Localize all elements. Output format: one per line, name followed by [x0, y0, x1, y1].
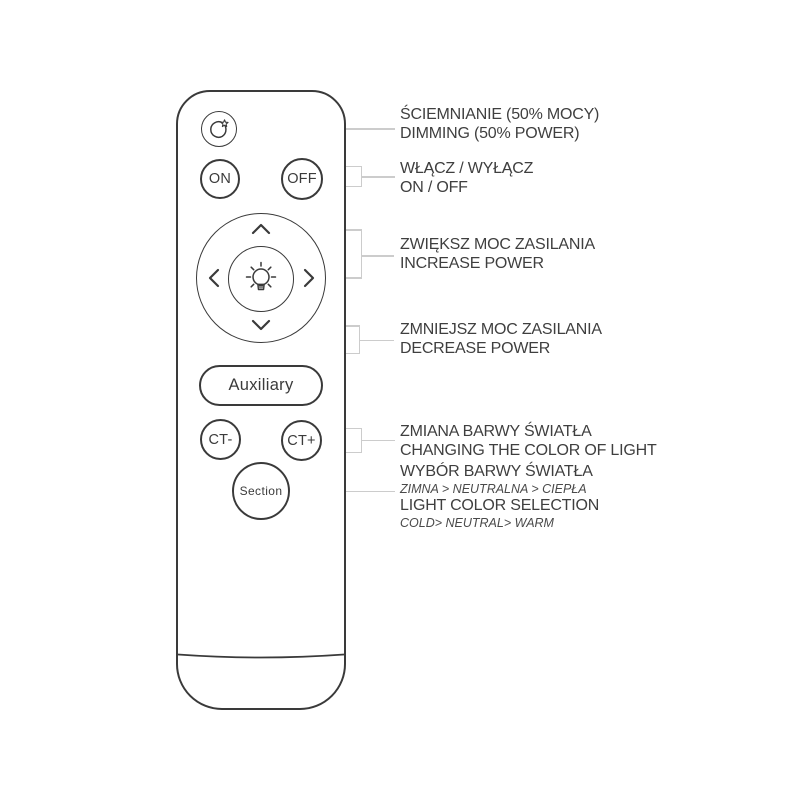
annotation-color-change-pl: ZMIANA BARWY ŚWIATŁA [400, 423, 592, 440]
light-bulb-icon [244, 261, 278, 298]
annotation-decrease-en: DECREASE POWER [400, 339, 551, 357]
on-button: ON [200, 159, 240, 199]
annotation-increase-pl: ZWIĘKSZ MOC ZASILANIA [400, 236, 595, 253]
annotation-dimming [400, 106, 599, 143]
section-button: Section [232, 462, 290, 520]
auxiliary-button: Auxiliary [199, 365, 323, 406]
dim-button [201, 111, 237, 147]
annotation-increase-power [400, 236, 595, 273]
remote-bottom-seam [176, 651, 346, 665]
connector-increase-line [362, 255, 394, 257]
connector-decrease-line [360, 340, 394, 342]
connector-onoff-line [362, 176, 395, 178]
annotation-decrease-power [400, 321, 602, 358]
annotation-color-selection [400, 463, 599, 531]
off-button: OFF [281, 158, 323, 200]
annotation-decrease-pl: ZMNIEJSZ MOC ZASILANIA [400, 321, 602, 338]
annotation-on-off [400, 160, 533, 197]
annotation-color-selection-en-sub: COLD> NEUTRAL> WARM [400, 515, 554, 530]
moon-star-icon [203, 113, 236, 146]
annotation-on-off-pl: WŁĄCZ / WYŁĄCZ [400, 160, 534, 177]
annotation-dimming-pl: ŚCIEMNIANIE (50% MOCY) [400, 106, 600, 123]
annotation-color-selection-en: LIGHT COLOR SELECTION [400, 497, 600, 514]
ct-plus-button: CT+ [281, 420, 322, 461]
chevron-down-icon [251, 319, 271, 331]
ct-minus-button: CT- [200, 419, 241, 460]
chevron-up-icon [251, 223, 271, 235]
annotation-on-off-en: ON / OFF [400, 178, 468, 196]
connector-ct-line [362, 440, 395, 442]
annotation-color-selection-pl-sub: ZIMNA > NEUTRALNA > CIEPŁA [400, 481, 587, 496]
annotation-dimming-en: DIMMING (50% POWER) [400, 124, 580, 142]
annotation-increase-en: INCREASE POWER [400, 254, 544, 272]
annotation-color-change [400, 423, 657, 460]
annotation-color-selection-pl: WYBÓR BARWY ŚWIATŁA [400, 463, 593, 480]
annotation-color-change-en: CHANGING THE COLOR OF LIGHT [400, 441, 657, 459]
connector-increase-bracket [361, 229, 363, 278]
chevron-left-icon [208, 268, 220, 288]
chevron-right-icon [303, 268, 315, 288]
